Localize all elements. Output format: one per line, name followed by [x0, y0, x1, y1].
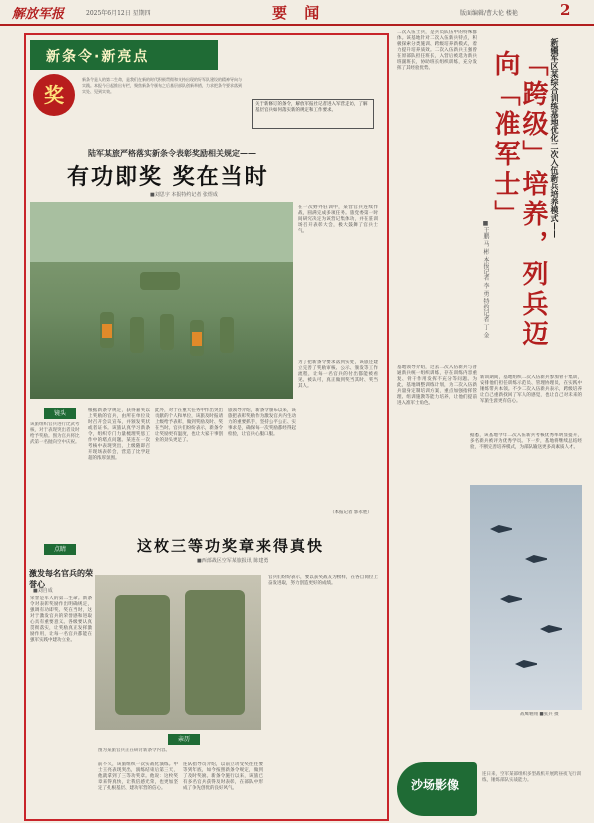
section-title: 要 闻 [272, 4, 326, 22]
column-banner [30, 40, 218, 70]
right-column: 二次入伍士兵，是兵员队伍中的特殊群体。该基地针对二次入伍新兵特点，积极探索分类施训、跨级培养新模式，着力提升培养质效。二次入伍新兵王强曾在原部队担任班长，入营后被选为新兵班副班长，协助班长组织训练，充分发挥了其经验优势。 [397, 30, 477, 71]
jets-photo [470, 485, 582, 710]
jets-caption: 战鹰翱翔 ■张兵 摄 [520, 712, 559, 717]
fighter-jet [500, 595, 522, 603]
banner-label: 新条令·新亮点 [46, 49, 150, 65]
officer-figure [115, 595, 170, 715]
orange-vest [192, 332, 202, 346]
right-title: 「跨级」培养，列兵迈向「准军士」 [490, 50, 548, 350]
soldier-figure [140, 272, 180, 290]
right-byline: ■王鹏 马 彬 本报记者 李 勇 特约记者 丁 金 [482, 220, 489, 339]
article2-column: 官兵们纷纷表示，要以获奖战友为榜样，在各自岗位上奋发进取，努力创造更好的成绩。 [268, 575, 378, 586]
soldier-figure [130, 317, 144, 353]
article2-column: 荣誉是军人的第二生命。新条令对表彰奖励作出明确规定，强调有功即奖、奖在当时，这对于激发官兵的荣誉感和进取心具有重要意义。各级要认真贯彻落实，让奖励真正发挥激励作用，让每一名官兵都能在强军实践中建功立业。 [30, 596, 92, 643]
right-column: 据悉，该基地今年二次入伍新兵考核优秀率明显提升，多名新兵被评为优秀学员。下一步，基地将继续总结经验，不断完善培养模式，为部队输送更多高素质人才。 [470, 433, 582, 450]
right-column: 基地领导介绍，过去二次入伍新兵与普通新兵统一组织训练，存在训练内容重复、骨干作用发挥不充分等问题。为此，基地调整训练计划，为二次入伍新兵量身定制培训方案，重点加强指挥管理、组训施教等能力培养，让他们提前进入准军士角色。 [397, 365, 477, 406]
officer-figure [185, 590, 245, 715]
article1-title: 有功即奖 奖在当时 [67, 164, 269, 190]
page-header [0, 0, 594, 26]
photo-sky [30, 202, 293, 262]
article1-column: 此外，对于在重大任务中作出突出贡献的个人和单位，该旅及时报请上级给予表彰，做到奖励及时、奖在当时。官兵们纷纷表示，新条令让奖励更有温度，也让大家干事创业的劲头更足了。 [155, 408, 223, 443]
photo-label-qinli: 亲历 [168, 734, 200, 745]
photo-label-jingtou: 镜头 [44, 408, 76, 419]
page-number: 2 [560, 1, 571, 19]
article1-column: 旅领导介绍，新条令颁布以来，该旅把表彰奖励作为激发官兵内生动力的重要抓手，坚持公平公正、实事求是，确保每一次奖励都经得起检验，让官兵心服口服。 [228, 408, 296, 437]
right-kicker: 新疆军区某综合训练基地优化二次入伍新兵培养模式—— [550, 38, 560, 238]
soldier-figure [220, 317, 234, 353]
newspaper-logo: 解放军报 [12, 7, 65, 22]
shachang-badge [397, 762, 477, 816]
fighter-jet [540, 625, 562, 633]
article1-column: 根据新条令规定，获得嘉奖以上奖励的官兵，由所在单位及时召开会议宣布，并颁发奖状或者证书。该旅认真学习新条令，组织专门力量梳理奖惩工作中的堵点问题。某连在一次考核中表现突出，上级随即召开现场表彰会，营造了比学赶超的浓厚氛围。 [88, 408, 150, 461]
orange-vest [102, 324, 112, 338]
right-column: 新训期间，基地组织二次入伍新兵参加骨干集训，安排他们担任训练示范员、管理协理员，在实践中锤炼带兵本领。不少二次入伍新兵表示，跨级培养让自己重新找回了军人的感觉，也让自己对未来的军旅生涯更有信心。 [480, 375, 582, 404]
article2-byline: ■西部战区空军某旅报讯 陈建勇 [197, 558, 269, 564]
article1-kicker: 陆军某旅严格落实新条令表彰奖励相关规定—— [88, 148, 256, 158]
soldier-figure [160, 314, 174, 350]
photo1-caption: 该旅组织官兵进行比武考核，对于表现突出者及时给予奖励。图为官兵将比武第一名抛向空中庆祝。 [30, 422, 80, 445]
article2-title: 这枚三等功奖章来得真快 [137, 537, 325, 555]
fighter-jet [525, 555, 547, 563]
article2-column: 前不久，该旅组织一次实战化演练。中士王亮表现突出，演练结束后第三天，他就拿到了三等功奖章。他说：这枚奖章来得真快，让我倍感光荣，也更加坚定了扎根基层、建功军营的信心。 [98, 762, 178, 791]
section-label-dianjing: 点睛 [44, 544, 76, 555]
article1-column: 在一次野外驻训中，某营官兵连续作战，圆满完成多项任务。旅党委第一时间研究决定为该营记集体功，并在驻训场召开表彰大会，极大鼓舞了官兵士气。 [298, 205, 378, 234]
photo2-caption: 图为某旅官兵正在研讨新条令内容。 [98, 748, 170, 753]
fighter-jet [490, 525, 512, 533]
page-editors: 版面编辑/曹大伦 楼艳 [460, 10, 518, 17]
award-seal-icon: 奖 [33, 74, 75, 116]
article2-subhead: 激发每名官兵的荣誉心 [29, 568, 93, 589]
fighter-jet [515, 660, 537, 668]
shachang-caption: 连日来，空军某部组织多型战机开展跨昼夜飞行训练，锤炼部队实战能力。 [482, 772, 581, 783]
study-photo [95, 575, 261, 730]
article2-column: 连队指导员介绍，以前立功受奖往往要等到年底，如今按照新条令规定，做到了及时奖励。新条令施行以来，该旅已有多名官兵获得及时表彰，在部队中形成了争先创优的良好风气。 [183, 762, 263, 791]
editor-callout: 关于新修订的条令，解放军报社记者进入军营走访，了解基层官兵如何落实新的规定和工作要求。 [252, 99, 374, 129]
celebration-photo [30, 202, 293, 399]
column-intro: 新条令是人的第二生命，是我们在新的时代积极贯彻和支持出现的好军队建设的精神导向与实践。本报今日起推出专栏，聚焦新条令颁布之后基层部队创新举措，力求把条令要求落到实处、见到实效。 [82, 77, 242, 94]
article1-signoff: （本报记者 郭永胜） [330, 510, 372, 515]
issue-date: 2025年6月12日 星期四 [86, 10, 151, 17]
article1-byline: ■刘思宇 本报特约记者 张煜成 [150, 192, 218, 198]
article2-author: ■刘自成 [33, 588, 53, 594]
shachang-label: 沙场影像 [411, 778, 460, 792]
article1-column: 为了把新条令要求落到实处，该旅还建立完善了奖励审核、公示、颁发等工作流程，让每一名官兵的付出都能被看见、被认可，真正做到奖当其时、奖当其人。 [298, 360, 378, 389]
